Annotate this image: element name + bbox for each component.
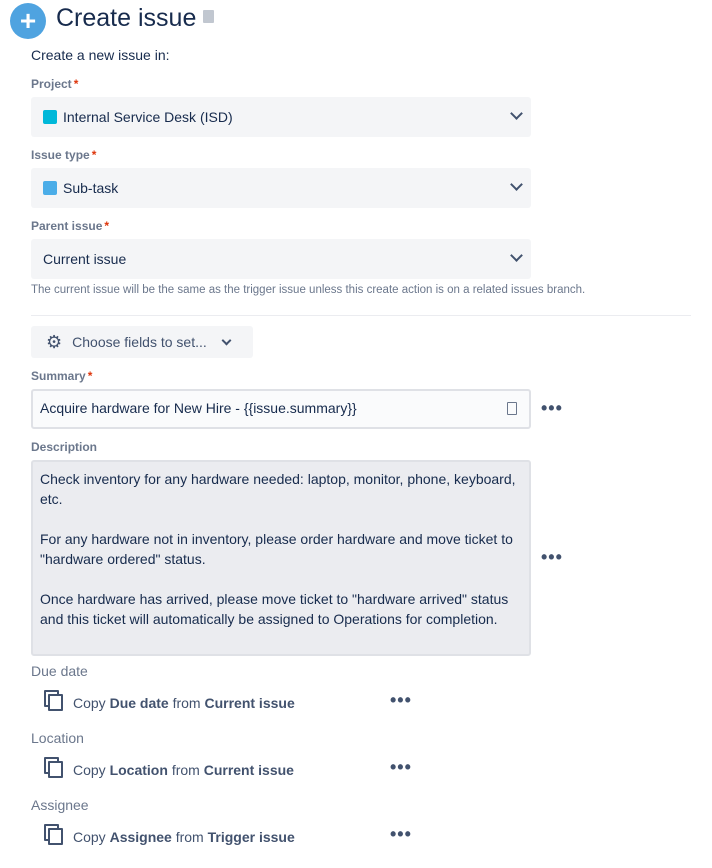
page-title: Create issue xyxy=(56,4,197,32)
parent-issue-value: Current issue xyxy=(43,251,127,267)
chevron-down-icon xyxy=(510,249,523,262)
summary-value: Acquire hardware for New Hire - {{issue.summary}} xyxy=(40,400,357,416)
summary-label: Summary * xyxy=(31,369,93,383)
due-date-more-button[interactable]: ••• xyxy=(390,690,412,710)
issue-type-label: Issue type * xyxy=(31,148,97,162)
choose-fields-button[interactable] xyxy=(31,326,253,358)
description-textarea[interactable] xyxy=(31,460,531,656)
copy-assignee[interactable]: Copy Assignee from Trigger issue xyxy=(48,828,295,845)
description-paragraph: Check inventory for any hardware needed: laptop, monitor, phone, keyboard, etc. xyxy=(40,471,516,507)
project-value: Internal Service Desk (ISD) xyxy=(63,109,233,125)
project-select[interactable] xyxy=(31,97,531,137)
chevron-down-icon xyxy=(510,107,523,120)
issue-type-value: Sub-task xyxy=(63,180,119,196)
choose-fields-label: Choose fields to set... xyxy=(72,334,207,350)
smart-value-icon[interactable] xyxy=(507,402,517,415)
description-paragraph: For any hardware not in inventory, please order hardware and move ticket to "hardware ordered" status. xyxy=(40,531,513,567)
subtitle: Create a new issue in: xyxy=(31,47,170,63)
trash-icon[interactable] xyxy=(203,10,214,23)
chevron-down-icon xyxy=(510,178,523,191)
copy-due-date[interactable]: Copy Due date from Current issue xyxy=(48,694,295,711)
gear-icon: ⚙ xyxy=(46,331,63,352)
description-label: Description xyxy=(31,440,98,454)
parent-issue-select[interactable] xyxy=(31,239,531,279)
copy-icon xyxy=(48,694,63,711)
chevron-down-icon xyxy=(221,336,231,346)
subtask-icon xyxy=(43,181,57,195)
assignee-more-button[interactable]: ••• xyxy=(390,824,412,844)
copy-icon xyxy=(48,828,63,845)
create-issue-icon: + xyxy=(10,3,46,39)
summary-input[interactable] xyxy=(31,389,531,429)
project-icon xyxy=(43,110,57,124)
divider xyxy=(31,315,691,316)
summary-more-button[interactable]: ••• xyxy=(541,398,563,418)
issue-type-select[interactable] xyxy=(31,168,531,208)
description-paragraph: Once hardware has arrived, please move ticket to "hardware arrived" status and this ticket will automatically be assigned to Operations for completion. xyxy=(40,591,509,627)
copy-location[interactable]: Copy Location from Current issue xyxy=(48,761,294,778)
assignee-label: Assignee xyxy=(31,797,89,813)
location-label: Location xyxy=(31,730,84,746)
location-more-button[interactable]: ••• xyxy=(390,757,412,777)
project-label: Project * xyxy=(31,77,79,91)
copy-icon xyxy=(48,761,63,778)
description-more-button[interactable]: ••• xyxy=(541,547,563,567)
parent-issue-label: Parent issue * xyxy=(31,219,110,233)
parent-help-text: The current issue will be the same as the trigger issue unless this create action is on a related issues branch. xyxy=(31,284,586,296)
due-date-label: Due date xyxy=(31,663,88,679)
